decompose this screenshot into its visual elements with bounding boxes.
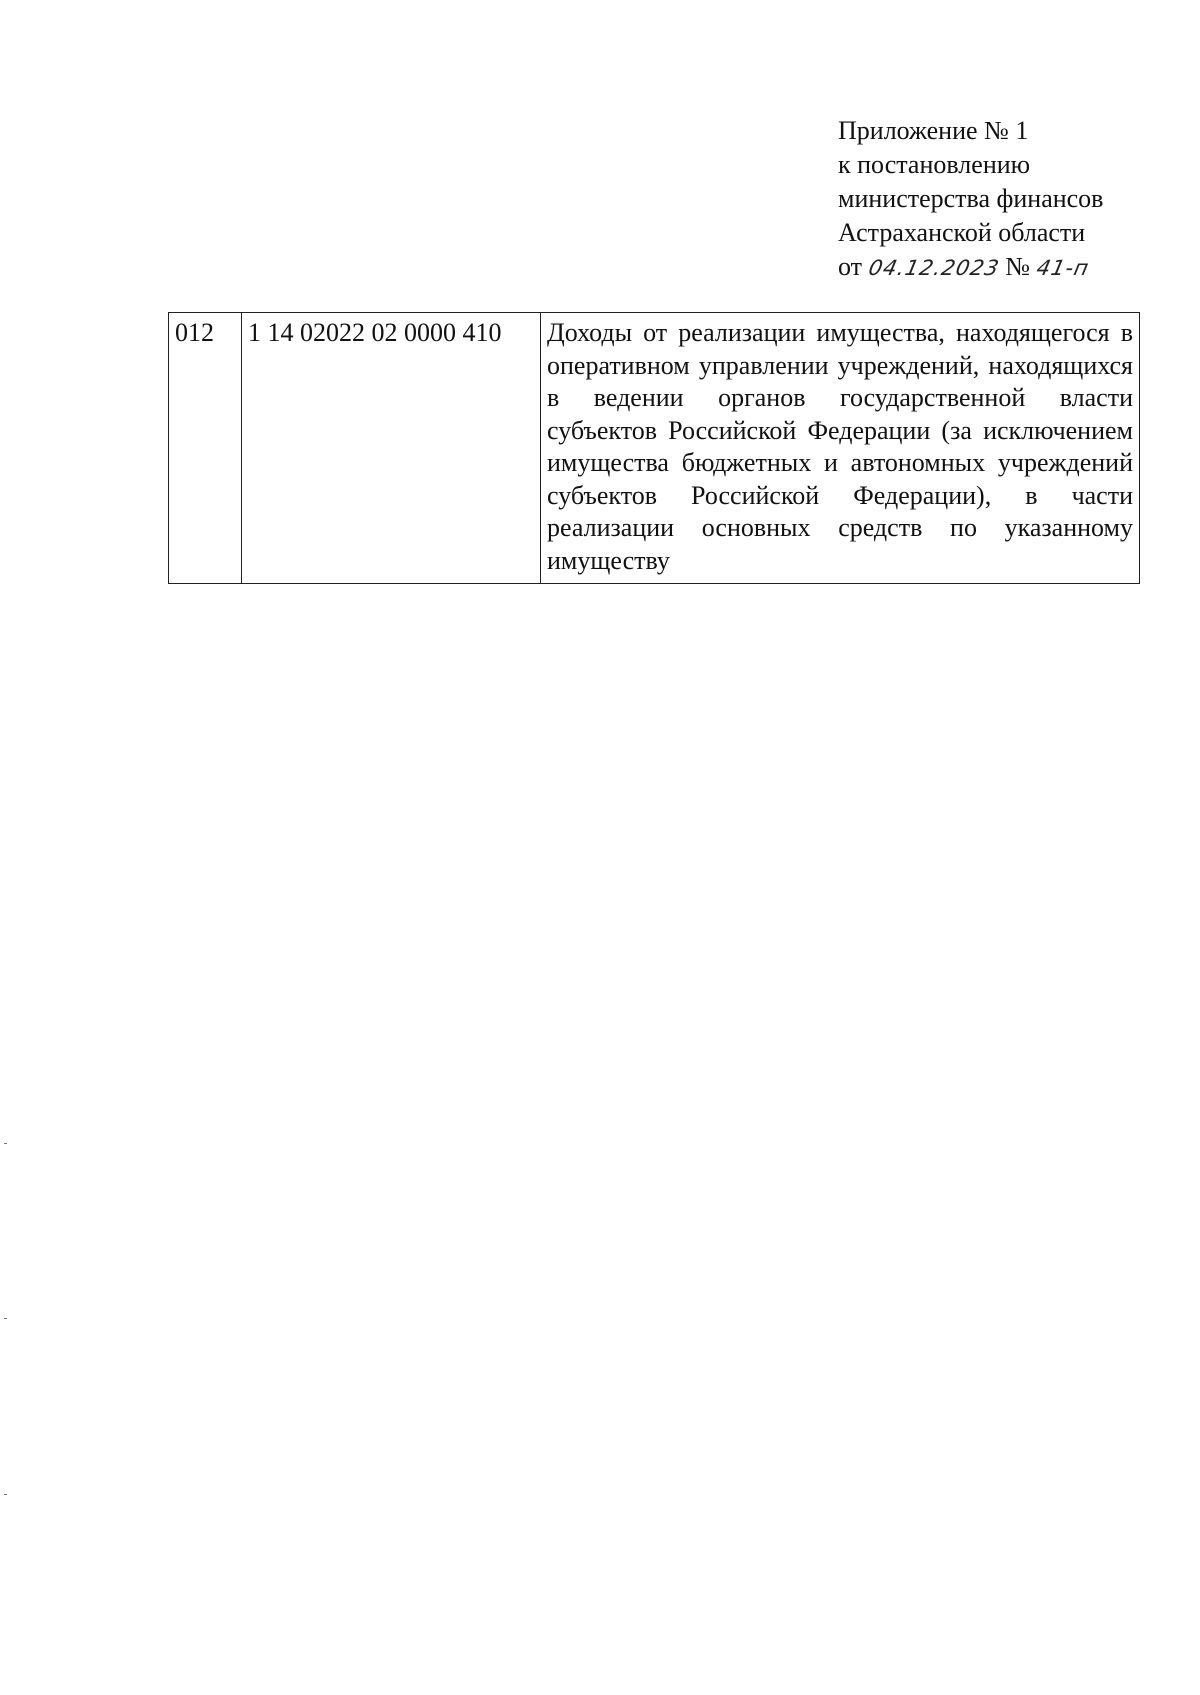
handwritten-date: 04.12.2023 [865,256,1002,280]
handwritten-number: 41-п [1034,256,1092,280]
description-cell: Доходы от реализации имущества, находящегося в оперативном управлении учреждений, находящихся в ведении органов государственной власти субъектов Российской Федерации (за исключением имущества бюджетных и автономных учреждений субъектов Российской Федерации), в части реализации основных средств по указанному имуществу [541,313,1140,584]
appendix-date-line [838,250,1168,285]
table-row [169,313,1140,584]
appendix-line-3: министерства финансов [838,184,1104,213]
appendix-title: Приложение № 1 [838,116,1029,145]
scan-artifact [4,1143,7,1144]
number-prefix: № [1005,252,1031,281]
appendix-header [838,114,1168,285]
revenue-code-cell: 1 14 02022 02 0000 410 [242,313,541,584]
scan-artifact [4,1494,7,1495]
admin-code-cell: 012 [169,313,242,584]
scan-artifact [4,1318,7,1319]
revenue-codes-table [168,312,1140,584]
date-prefix: от [838,252,863,281]
appendix-line-4: Астраханской области [838,218,1086,247]
appendix-line-2: к постановлению [838,150,1031,179]
